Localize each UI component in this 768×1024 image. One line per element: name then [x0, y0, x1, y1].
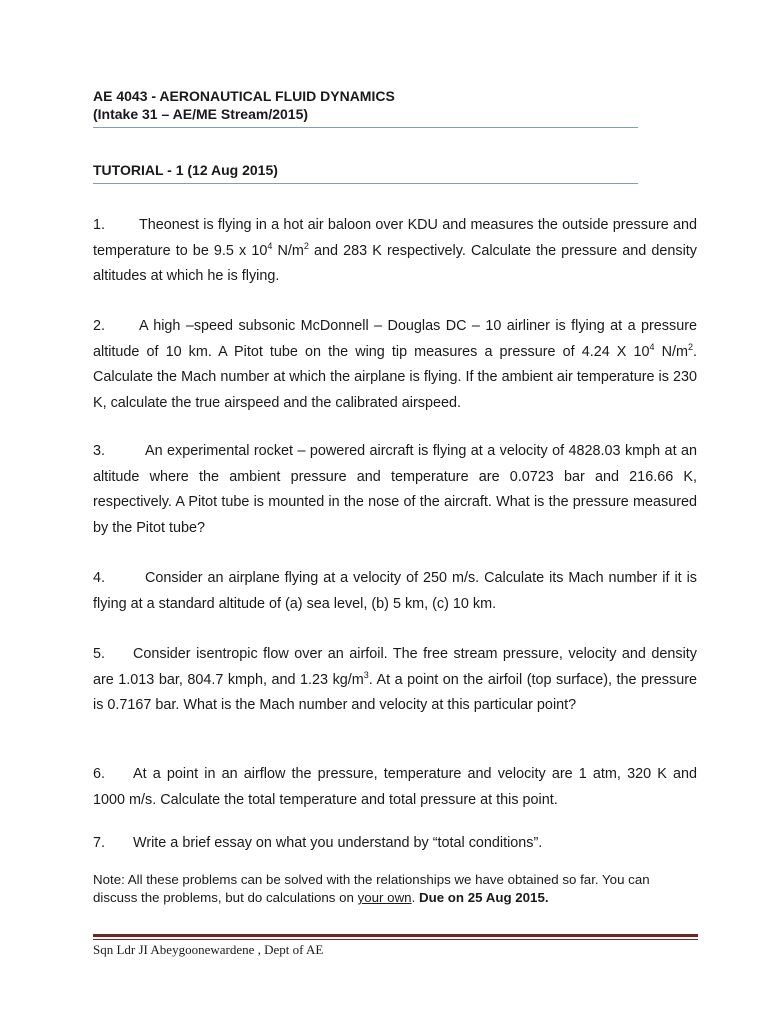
footer-rule-thick: [93, 934, 698, 937]
problem-3: 3. An experimental rocket – powered aircraft is flying at a velocity of 4828.03 kmph at an altitude where the ambient pressure and temperature are 0.0723 bar and 216.66 K, respectively. A Pitot tube is mounted in the nose of the aircraft. What is the pressure measured by the Pitot tube?: [93, 439, 697, 541]
problem-number: 4.: [93, 570, 106, 586]
footer-rule-thin: [93, 939, 698, 940]
due-date: Due on 25 Aug 2015.: [418, 890, 549, 905]
problem-6: 6. At a point in an airflow the pressure, temperature and velocity are 1 atm, 320 K and 1000 m/s. Calculate the total temperature and total pressure at this point.: [93, 762, 697, 813]
problem-7: 7. Write a brief essay on what you understand by “total conditions”.: [93, 831, 697, 857]
footer-author: Sqn Ldr JI Abeygoonewardene , Dept of AE: [93, 942, 324, 957]
problem-number: 3.: [93, 443, 106, 459]
problem-5: 5. Consider isentropic flow over an airfoil. The free stream pressure, velocity and density are 1.013 bar, 804.7 kmph, and 1.23 $kg/m^3$. At a point on the airfoil (top surface), the pressure is 0.7167 bar. What is the Mach number and velocity at this particular point?: [93, 642, 697, 719]
tutorial-title: TUTORIAL - 1 (12 Aug 2015): [93, 162, 278, 178]
problem-2: 2. A high –speed subsonic McDonnell – Douglas DC – 10 airliner is flying at a pressure altitude of 10 km. A Pitot tube on the wing tip measures a pressure of 4.24 X $10^4$ $N/m^2$. Calculate the Mach number at which the airplane is flying. If the ambient air temperature is 230 K, calculate the true airspeed and the calibrated airspeed.: [93, 314, 697, 416]
intake-subtitle: (Intake 31 – AE/ME Stream/2015): [93, 106, 309, 122]
course-title: AE 4043 - AERONAUTICAL FLUID DYNAMICS: [93, 88, 395, 104]
problem-number: 1.: [93, 217, 106, 233]
header-rule: [93, 127, 638, 128]
note: Note: All these problems can be solved with the relationships we have obtained so far. You can discuss the problems, but do calculations on your own. Due on 25 Aug 2015.: [93, 872, 650, 905]
problem-number: 2.: [93, 318, 106, 334]
note-underlined: your own: [357, 890, 412, 905]
problem-number: 5.: [93, 646, 106, 662]
problem-1: 1. Theonest is flying in a hot air baloon over KDU and measures the outside pressure and temperature to be 9.5 x $10^4$ $N/m^2$ and 283 K respectively. Calculate the pressure and density altitudes at which he is flying.: [93, 213, 697, 290]
tutorial-rule: [93, 183, 638, 184]
problem-4: 4. Consider an airplane flying at a velocity of 250 m/s. Calculate its Mach number if it is flying at a standard altitude of (a) sea level, (b) 5 km, (c) 10 km.: [93, 566, 697, 617]
problem-number: 6.: [93, 766, 106, 782]
problem-number: 7.: [93, 835, 106, 851]
